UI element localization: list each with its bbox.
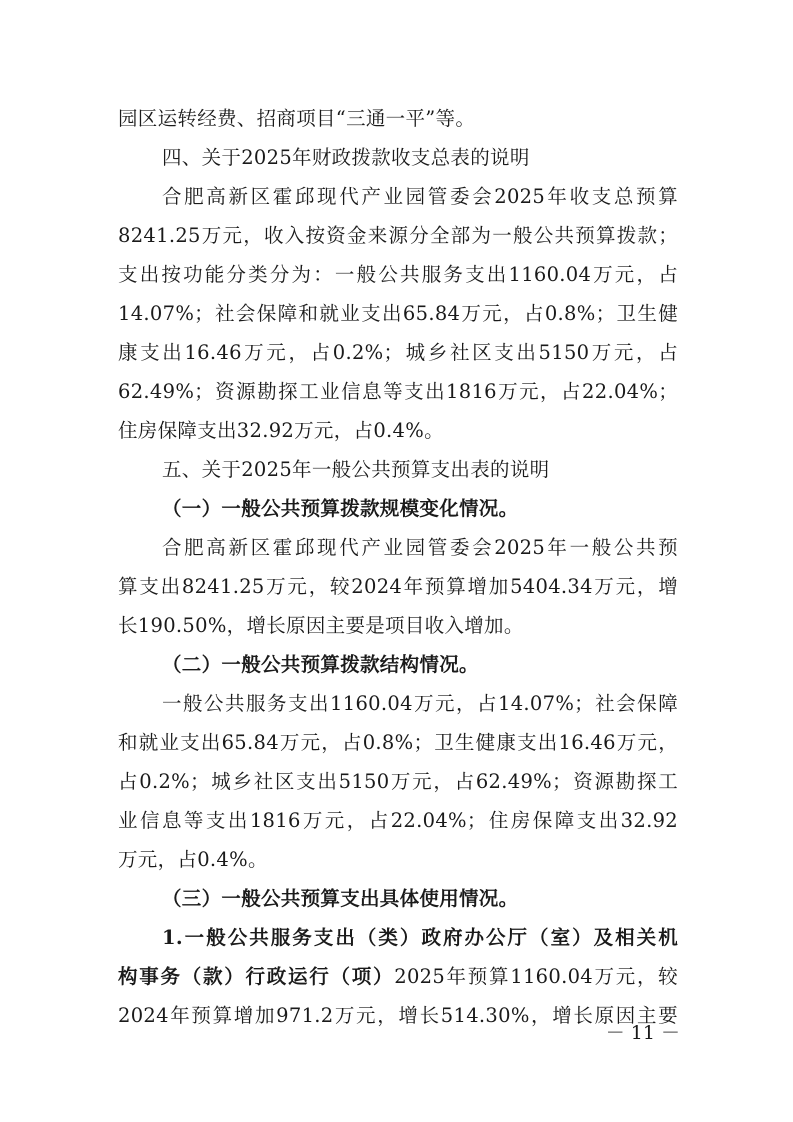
body-text-line: 62.49%；资源勘探工业信息等支出1816万元，占22.04%； xyxy=(118,380,678,403)
sub-heading-2: （二）一般公共预算拨款结构情况。 xyxy=(162,653,479,676)
body-text-line: 2024年预算增加971.2万元，增长514.30%，增长原因主要 xyxy=(118,1004,678,1027)
body-text-line: 住房保障支出32.92万元，占0.4%。 xyxy=(118,419,444,442)
body-text-line: 14.07%；社会保障和就业支出65.84万元，占0.8%；卫生健 xyxy=(118,302,678,325)
body-text-line: 一般公共服务支出1160.04万元，占14.07%；社会保障 xyxy=(162,692,678,715)
body-text-line: 算支出8241.25万元，较2024年预算增加5404.34万元，增 xyxy=(118,575,678,598)
body-text-line: 占0.2%；城乡社区支出5150万元，占62.49%；资源勘探工 xyxy=(118,770,678,793)
sub-heading-3: （三）一般公共预算支出具体使用情况。 xyxy=(162,887,519,910)
body-text-line: 长190.50%，增长原因主要是项目收入增加。 xyxy=(118,614,524,637)
sub-heading-1: （一）一般公共预算拨款规模变化情况。 xyxy=(162,497,519,520)
body-text-line: 康支出16.46万元，占0.2%；城乡社区支出5150万元，占 xyxy=(118,341,678,364)
body-text-line: 合肥高新区霍邱现代产业园管委会2025年一般公共预 xyxy=(162,536,678,559)
body-text-line: 万元，占0.4%。 xyxy=(118,848,268,871)
body-text-line: 业信息等支出1816万元，占22.04%；住房保障支出32.92 xyxy=(118,809,678,832)
item-heading-continuation: 构事务（款）行政运行（项） xyxy=(118,965,395,988)
body-text-line: 园区运转经费、招商项目“三通一平”等。 xyxy=(118,107,476,130)
item-heading-line: 1.一般公共服务支出（类）政府办公厅（室）及相关机 xyxy=(162,926,678,949)
body-text-line: 和就业支出65.84万元，占0.8%；卫生健康支出16.46万元， xyxy=(118,731,678,754)
section-heading-4: 四、关于2025年财政拨款收支总表的说明 xyxy=(162,146,530,169)
section-heading-5: 五、关于2025年一般公共预算支出表的说明 xyxy=(162,458,550,481)
page-number: － 11 － xyxy=(605,1022,680,1044)
body-text-segment: 2025年预算1160.04万元，较 xyxy=(394,965,678,988)
body-text-line: 支出按功能分类分为：一般公共服务支出1160.04万元，占 xyxy=(118,263,678,286)
body-text-line: 合肥高新区霍邱现代产业园管委会2025年收支总预算 xyxy=(162,185,678,208)
body-text-line: 8241.25万元，收入按资金来源分全部为一般公共预算拨款； xyxy=(118,224,678,247)
body-text-line xyxy=(118,963,678,991)
